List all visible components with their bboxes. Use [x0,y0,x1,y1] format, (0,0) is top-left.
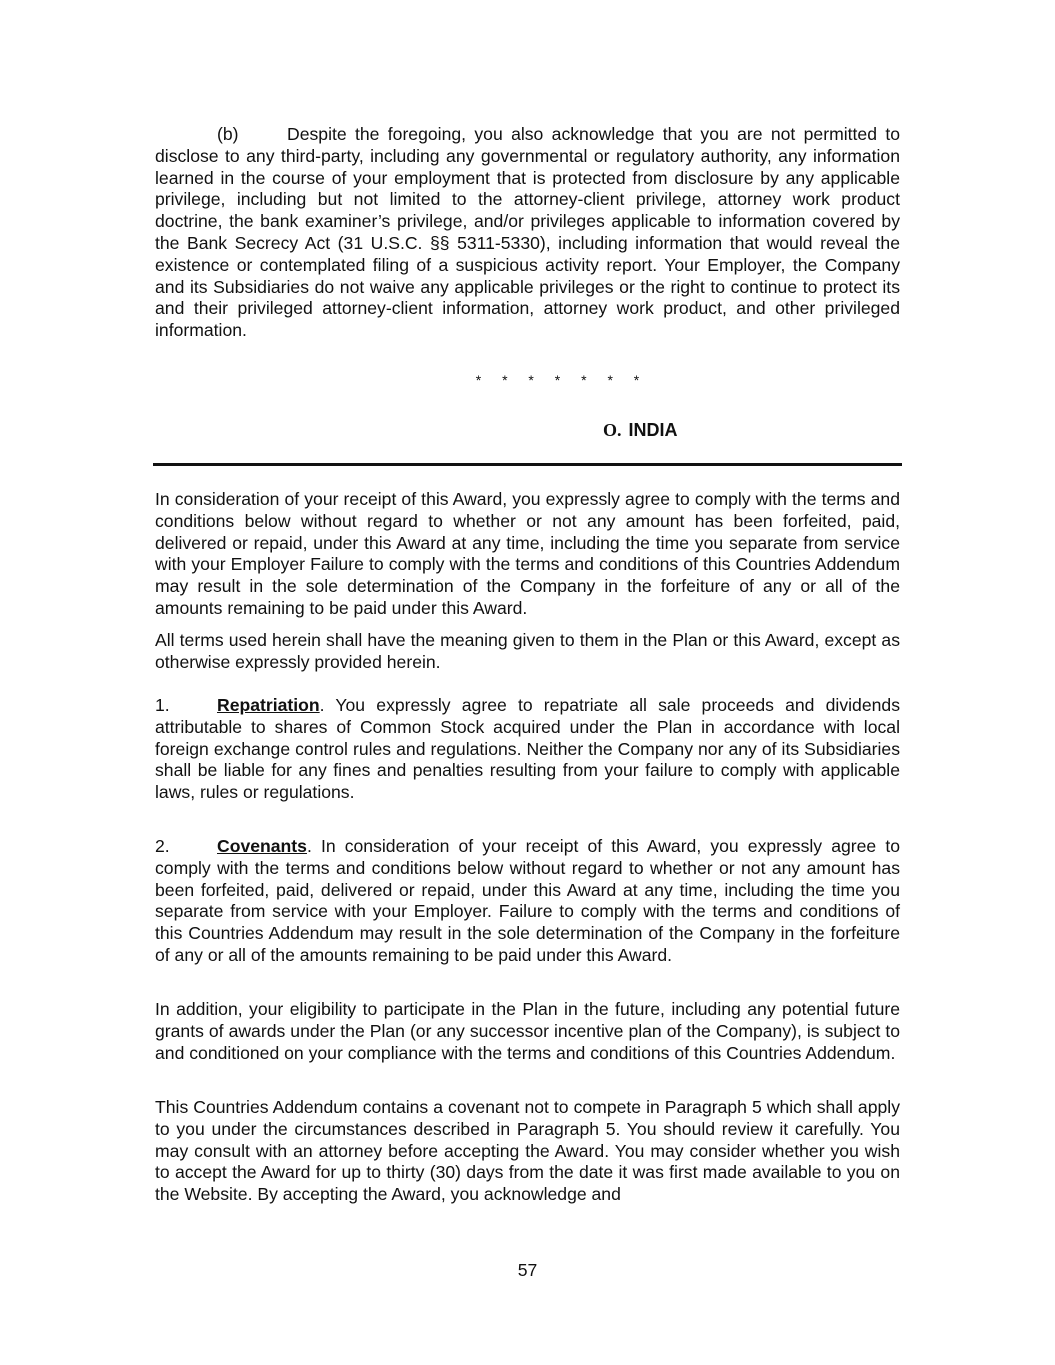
item-2-heading: Covenants [217,836,307,856]
intro-paragraph-2: All terms used herein shall have the meaning given to them in the Plan or this Award, except as otherwise expressly provided herein. [155,630,900,672]
item-1-heading: Repatriation [217,695,320,715]
section-separator: * * * * * * * [475,372,640,388]
paragraph-b [155,124,900,342]
addition-paragraph: In addition, your eligibility to participate in the Plan in the future, including any potential future grants of awards under the Plan (or any successor incentive plan of the Company), is subject to and conditioned on your compliance with the terms and conditions of this Countries Addendum. [155,999,900,1063]
item-2-text: . In consideration of your receipt of this Award, you expressly agree to comply with the terms and conditions below without regard to whether or not any amount has been forfeited, paid, delivered or repaid, under this Award at any time, including the time you separate from service with your Employer. Failure to comply with the terms and conditions of this Countries Addendum may result in the sole determination of the Company in the forfeiture of any or all of the amounts remaining to be paid under this Award. [155,836,900,965]
paragraph-b-text: Despite the foregoing, you also acknowledge that you are not permitted to disclose to any third-party, including any governmental or regulatory authority, any information learned in the course of your employment that is protected from disclosure by any applicable privilege, including but not limited to the attorney-client privilege, attorney work product doctrine, the bank examiner’s privilege, and/or privileges applicable to information covered by the Bank Secrecy Act (31 U.S.C. §§ 5311-5330), including information that would reveal the existence or contemplated filing of a suspicious activity report. Your Employer, the Company and its Subsidiaries do not waive any applicable privileges or the right to continue to protect its and their privileged attorney-client information, attorney work product, and other privileged information. [155,124,900,341]
page-number: 57 [517,1260,538,1280]
item-2-covenants [155,836,900,967]
item-1-number: 1. [155,695,170,715]
paragraph-b-label: (b) [217,124,239,144]
section-title: INDIA [628,420,678,440]
item-1-repatriation [155,695,900,804]
covenant-paragraph: This Countries Addendum contains a covenant not to compete in Paragraph 5 which shall apply to you under the circumstances described in Paragraph 5. You should review it carefully. You may consult with an attorney before accepting the Award. You may consider whether you wish to accept the Award for up to thirty (30) days from the date it was first made available to you on the Website. By accepting the Award, you acknowledge and [155,1097,900,1205]
intro-paragraph-1: In consideration of your receipt of this Award, you expressly agree to comply with the terms and conditions below without regard to whether or not any amount has been forfeited, paid, delivered or repaid, under this Award at any time, including the time you separate from service with your Employer Failure to comply with the terms and conditions of this Countries Addendum may result in the sole determination of the Company in the forfeiture of any or all of the amounts remaining to be paid under this Award. [155,489,900,618]
section-rule [153,463,902,466]
section-heading [603,420,678,441]
item-2-number: 2. [155,836,170,856]
section-letter: O. [603,420,622,440]
item-1-text: . You expressly agree to repatriate all sale proceeds and dividends attributable to shares of Common Stock acquired under the Plan in accordance with local foreign exchange control rules and regulations. Neither the Company nor any of its Subsidiaries shall be liable for any fines and penalties resulting from your failure to comply with applicable laws, rules or regulations. [155,695,900,803]
